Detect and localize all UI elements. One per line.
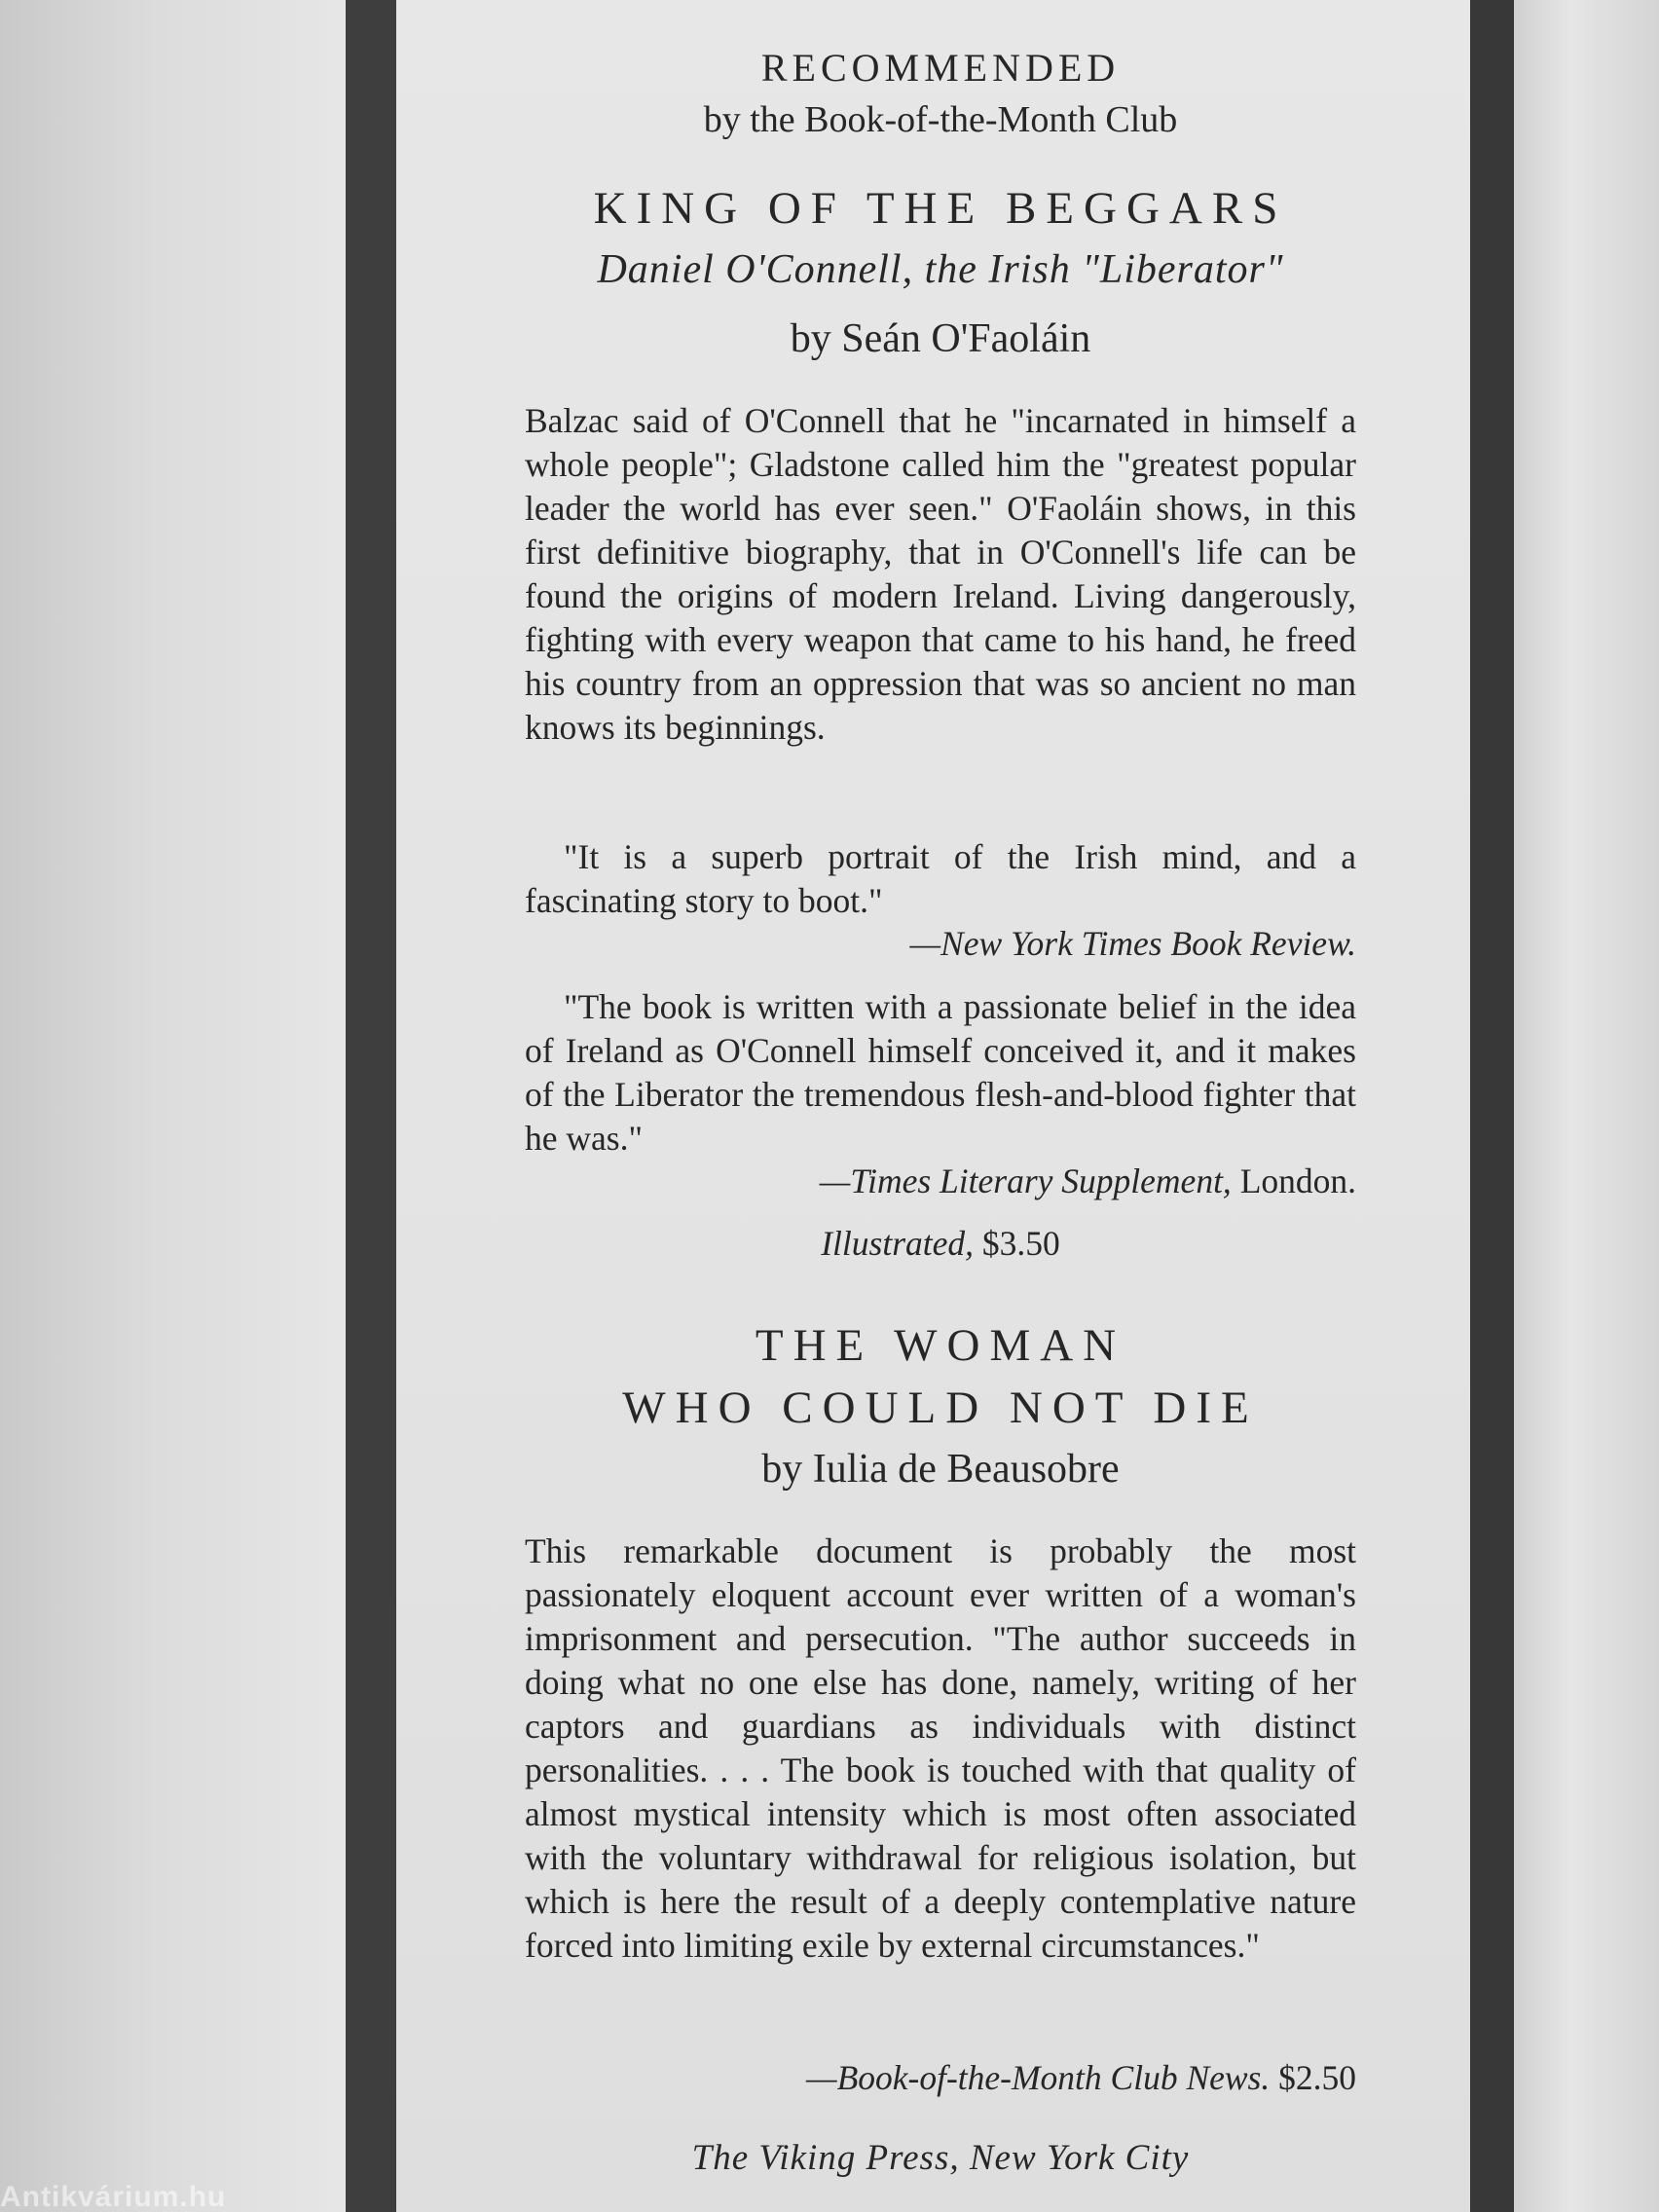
book1-quote-1: "It is a superb portrait of the Irish mind, and a fascinating story to boot." bbox=[525, 837, 1356, 920]
book1-price-label: Illustrated, bbox=[821, 1224, 975, 1263]
recommendation-by-line: by the Book-of-the-Month Club bbox=[703, 99, 1178, 140]
book1-price: $3.50 bbox=[981, 1224, 1060, 1263]
book2-author: by Iulia de Beausobre bbox=[761, 1447, 1120, 1492]
publisher-line: The Viking Press, New York City bbox=[691, 2138, 1190, 2178]
book1-title: KING OF THE BEGGARS bbox=[593, 183, 1288, 234]
book1-price-line bbox=[525, 1223, 1356, 1264]
book1-quote-1-source: —New York Times Book Review. bbox=[909, 924, 1356, 963]
cover-border-left bbox=[346, 0, 396, 2212]
book2-title-line-2: WHO COULD NOT DIE bbox=[622, 1382, 1259, 1433]
cover-border-right bbox=[1470, 0, 1514, 2212]
book2-title-line-1: THE WOMAN bbox=[755, 1320, 1126, 1371]
flap-page bbox=[396, 0, 1470, 2212]
recommendation-label: RECOMMENDED bbox=[760, 46, 1121, 90]
book1-quote-2-source-title: —Times Literary Supplement, bbox=[819, 1161, 1232, 1200]
watermark: Antikvárium.hu bbox=[0, 2181, 227, 2212]
book2-quote-source: —Book-of-the-Month Club News. bbox=[806, 2058, 1271, 2097]
background-right bbox=[1511, 0, 1659, 2212]
book1-subtitle: Daniel O'Connell, the Irish "Liberator" bbox=[597, 247, 1284, 292]
book1-quote-2: "The book is written with a passionate belief in the idea of Ireland as O'Connell himself conceived it, and it makes of the Liberator the tremendous flesh-and-blood fighter that he was." bbox=[525, 987, 1356, 1158]
book1-quote-2-source bbox=[525, 1161, 1356, 1201]
book2-description: This remarkable document is probably the most passionately eloquent account ever written of a woman's imprisonment and persecution. "The author succeeds in doing what no one else has done, namely, writing of her captors and guardians as individuals with distinct personalities. . . . The book is touched with that quality of almost mystical intensity which is most often associated with the voluntary withdrawal for religious isolation, but which is here the result of a deeply contemplative nature forced into limiting exile by external circumstances." bbox=[525, 1531, 1356, 1965]
book2-price: $2.50 bbox=[1278, 2058, 1356, 2097]
book1-quote-2-source-place: London. bbox=[1239, 1161, 1356, 1200]
book1-author: by Seán O'Faoláin bbox=[790, 316, 1091, 361]
book1-description: Balzac said of O'Connell that he "incarnated in himself a whole people"; Gladstone called him the "greatest popular leader the world has ever seen." O'Faoláin shows, in this first definitive biography, that in O'Connell's life can be found the origins of modern Ireland. Living dangerously, fighting with every weapon that came to his hand, he freed his country from an oppression that was so ancient no man knows its beginnings. bbox=[525, 401, 1356, 747]
book2-quote-source-line bbox=[525, 2057, 1356, 2098]
background-left bbox=[0, 0, 346, 2212]
